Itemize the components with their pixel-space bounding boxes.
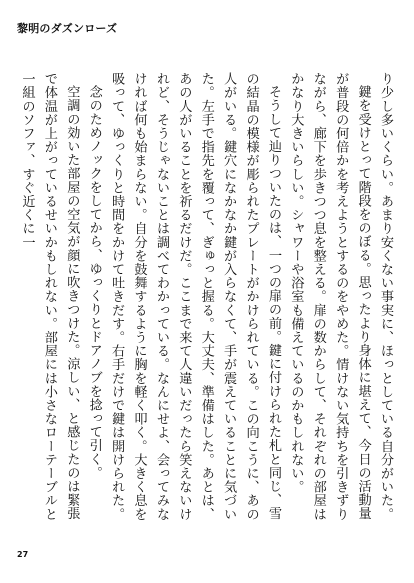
body-text-block <box>16 72 396 527</box>
vertical-body-text <box>16 72 396 527</box>
running-head-title: 黎明のダズンローズ <box>17 22 118 35</box>
paragraph: 空調の効いた部屋の空気が顔に吹きつけた。涼しい、と感じたのは緊張で体温が上がっているせいかもしれない。部屋には小さなローテーブルと一組のソファ、すぐ近くに一 <box>19 72 80 521</box>
page-number: 27 <box>17 550 29 559</box>
paragraph: 鍵を受けとって階段をのぼる。思ったより身体に堪えて、今日の活動量が普段の何倍かを考えようとするのをやめた。情けない気持ちを引きずりながら、廊下を歩きつつ息を整える。扉の数からして、それぞれの部屋はかなり大きいらしい。シャワーや浴室も備えているのかもしれない。 <box>288 72 371 521</box>
paragraph: 念のためノックをしてから、ゆっくりとドアノブを捻って引く。 <box>86 85 102 480</box>
paragraph: そうして辿りついたのは、一つの扉の前。鍵に付けられた札と同じ、雪の結晶の模様が彫られたプレートがかけられている。この向こうに、あの人がいる。鍵穴になかなか鍵が入らなくて、手が震えていることに気づいた。左手で指先を覆って、ぎゅっと握る。大丈夫、準備はした。あとは、あの人がいることを祈るだけだ。ここまで来て人違いだったら笑えないけれど、そうじゃないことは調べてわかっている。なんにせよ、会ってみなければ何も始まらない。自分を鼓舞するように胸を軽く叩く。大きく息を吸って、ゆっくりと時間をかけて吐きだす。右手だけで鍵は開けられた。 <box>109 72 281 521</box>
paragraph: り少し多いくらい。あまり安くない事実に、ほっとしている自分がいた。 <box>378 72 393 521</box>
